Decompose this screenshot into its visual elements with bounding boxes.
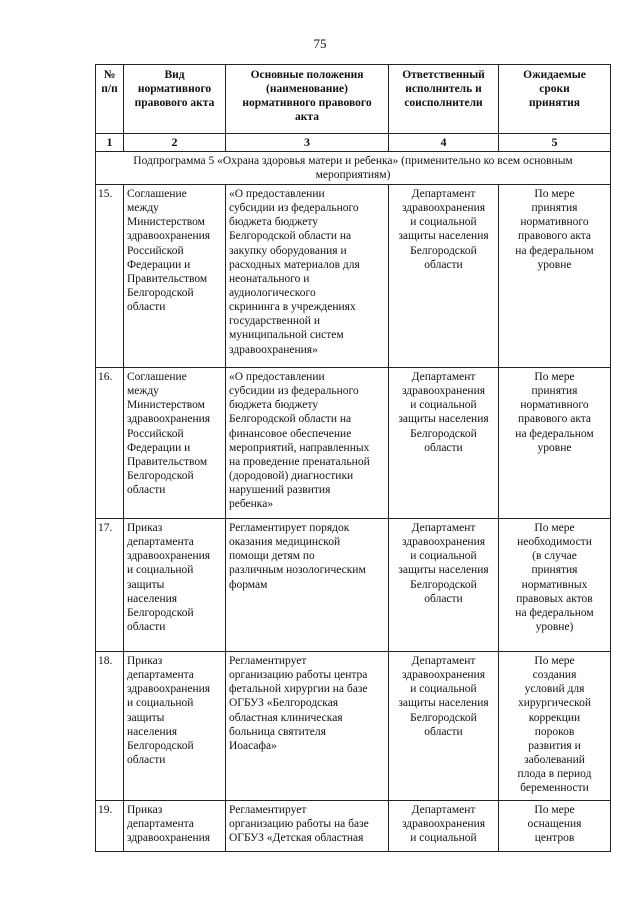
text-line: области (127, 301, 166, 314)
text-line: области (127, 754, 166, 767)
column-number: 3 (226, 134, 389, 152)
text-line: Белгородской (127, 470, 194, 483)
text-line: помощи детям по (229, 550, 315, 563)
table-row (96, 185, 611, 368)
text-line: между (127, 385, 159, 398)
text-line: здравоохранения (127, 413, 211, 426)
text-line: уровне (537, 441, 572, 454)
table-row (96, 801, 611, 852)
act-provisions-cell (226, 801, 389, 852)
subprogram-title (96, 151, 611, 184)
text-line: и социальной (410, 550, 477, 563)
text-line: правового акта (134, 97, 215, 110)
text-line: Российской (127, 427, 184, 440)
text-line: государственной и (229, 315, 320, 328)
text-line: По мере (534, 371, 575, 384)
text-line: и социальной (410, 832, 477, 845)
text-line: Белгородской (127, 287, 194, 300)
text-line: хирургической (517, 697, 592, 710)
text-line: организацию работы центра (229, 669, 368, 682)
text-line: создания (532, 669, 577, 682)
text-line: ОГБУЗ «Белгородская (229, 697, 339, 710)
text-line: защиты населения (398, 230, 489, 243)
column-number: 1 (96, 134, 124, 152)
text-line: нормативного (520, 399, 589, 412)
text-line: финансовое обеспечение (229, 427, 352, 440)
act-type-cell (124, 185, 226, 368)
adoption-term-cell (499, 185, 611, 368)
regulatory-acts-table-wrapper (95, 64, 610, 852)
adoption-term-cell (499, 519, 611, 652)
text-line: здравоохранения (401, 818, 486, 831)
text-line: Правительством (127, 272, 208, 285)
act-type-cell (124, 368, 226, 519)
text-line: условий для (524, 683, 585, 696)
text-line: Регламентирует (229, 804, 307, 817)
text-line: Российской (127, 244, 184, 257)
act-type-cell (124, 652, 226, 801)
text-line: здравоохранения (127, 683, 211, 696)
text-line: и социальной (127, 697, 194, 710)
header-cell (389, 65, 499, 134)
text-line: Ожидаемые (523, 69, 586, 81)
row-number: 18. (96, 652, 124, 801)
header-cell (499, 65, 611, 134)
text-line: Приказ (127, 804, 163, 817)
text-line: Департамент (411, 804, 476, 817)
text-line: нормативных (521, 578, 588, 591)
responsible-cell (389, 368, 499, 519)
text-line: департамента (127, 818, 194, 831)
text-line: и социальной (410, 399, 477, 412)
text-line: «О предоставлении (229, 371, 325, 384)
text-line: здравоохранения» (229, 343, 318, 356)
text-line: области (424, 592, 463, 605)
text-line: областная клиническая (229, 711, 343, 724)
text-line: Белгородской (410, 244, 477, 257)
text-line: субсидии из федерального (229, 385, 359, 398)
row-number: 17. (96, 519, 124, 652)
act-provisions-cell (226, 368, 389, 519)
text-line: Федерации и (127, 441, 191, 454)
text-line: между (127, 202, 159, 215)
row-number: 15. (96, 185, 124, 368)
text-line: Приказ (127, 655, 163, 668)
text-line: департамента (127, 536, 194, 549)
text-line: области (424, 725, 463, 738)
text-line: оказания медицинской (229, 536, 341, 549)
text-line: По мере (534, 188, 575, 201)
row-number: 16. (96, 368, 124, 519)
text-line: организацию работы на базе (229, 818, 369, 831)
text-line: Приказ (127, 522, 163, 535)
text-line: Правительством (127, 455, 208, 468)
text-line: п/п (101, 83, 118, 96)
responsible-cell (389, 801, 499, 852)
text-line: населения (127, 592, 178, 605)
text-line: уровне) (535, 621, 574, 634)
text-line: закупку оборудования и (229, 244, 347, 257)
header-row (96, 65, 611, 134)
text-line: Подпрограмма 5 «Охрана здоровья матери и ребенка» (применительно ко всем основным (133, 154, 573, 167)
text-line: (дородовой) диагностики (229, 470, 354, 483)
text-line: правового акта (517, 230, 592, 243)
text-line: Департамент (411, 522, 476, 535)
text-line: акта (295, 111, 319, 124)
text-line: субсидии из федерального (229, 202, 359, 215)
text-line: области (127, 484, 166, 497)
text-line: населения (127, 725, 178, 738)
text-line: плода в период (517, 768, 592, 781)
table-row (96, 652, 611, 801)
text-line: беременности (520, 782, 589, 795)
column-number: 2 (124, 134, 226, 152)
text-line: различным нозологическим (229, 564, 366, 577)
text-line: мероприятиям) (315, 168, 391, 181)
text-line: нормативного (520, 216, 589, 229)
text-line: Белгородской (410, 427, 477, 440)
text-line: заболеваний (524, 754, 585, 767)
text-line: защиты населения (398, 697, 489, 710)
text-line: больница святителя (229, 725, 326, 738)
text-line: бюджета бюджету (229, 399, 318, 412)
text-line: правовых актов (516, 592, 593, 605)
text-line: (наименование) (265, 83, 348, 96)
text-line: Белгородской (127, 606, 194, 619)
table-row (96, 368, 611, 519)
text-line: Вид (164, 69, 185, 81)
text-line: здравоохранения (401, 385, 486, 398)
act-type-cell (124, 801, 226, 852)
subprogram-row (96, 151, 611, 184)
header-cell (96, 65, 124, 134)
text-line: Ответственный (402, 69, 485, 81)
text-line: Иоасафа» (229, 739, 277, 752)
text-line: Министерством (127, 399, 205, 412)
column-number: 4 (389, 134, 499, 152)
text-line: По мере (534, 655, 575, 668)
text-line: мероприятий, направленных (229, 441, 370, 454)
text-line: Основные положения (250, 69, 364, 81)
page-number: 75 (313, 36, 327, 51)
text-line: скрининга в учреждениях (229, 301, 356, 314)
text-line: нормативного правового (242, 97, 372, 110)
text-line: принятия (531, 385, 578, 398)
text-line: ОГБУЗ «Детская областная (229, 832, 364, 845)
text-line: Федерации и (127, 258, 191, 271)
text-line: защиты населения (398, 413, 489, 426)
text-line: «О предоставлении (229, 188, 325, 201)
text-line: области (127, 621, 166, 634)
text-line: По мере (534, 522, 575, 535)
text-line: необходимости (517, 536, 592, 549)
text-line: формам (229, 578, 268, 591)
text-line: Белгородской (410, 711, 477, 724)
text-line: защиты населения (398, 564, 489, 577)
act-provisions-cell (226, 652, 389, 801)
text-line: на федеральном (515, 427, 594, 440)
text-line: принятия (531, 564, 578, 577)
text-line: оснащения (527, 818, 582, 831)
text-line: Соглашение (127, 188, 187, 201)
text-line: и социальной (127, 564, 194, 577)
text-line: и социальной (410, 216, 477, 229)
act-type-cell (124, 519, 226, 652)
text-line: на федеральном (515, 244, 594, 257)
column-number: 5 (499, 134, 611, 152)
text-line: принятия (529, 97, 580, 110)
text-line: Департамент (411, 371, 476, 384)
header-cell (226, 65, 389, 134)
text-line: нормативного (137, 83, 212, 96)
text-line: Департамент (411, 655, 476, 668)
text-line: Белгородской области на (229, 230, 352, 243)
text-line: защиты (127, 578, 165, 591)
text-line: неонатального и (229, 272, 310, 285)
text-line: Министерством (127, 216, 205, 229)
text-line: области (424, 441, 463, 454)
text-line: Департамент (411, 188, 476, 201)
text-line: Регламентирует порядок (229, 522, 350, 535)
text-line: Регламентирует (229, 655, 307, 668)
text-line: на проведение пренатальной (229, 455, 370, 468)
text-line: сроки (539, 83, 570, 96)
text-line: на федеральном (515, 606, 594, 619)
text-line: Белгородской (410, 578, 477, 591)
text-line: Белгородской (127, 739, 194, 752)
text-line: (в случае (532, 550, 577, 563)
text-line: и социальной (410, 683, 477, 696)
column-number-row (96, 134, 611, 152)
text-line: № (103, 69, 116, 81)
text-line: здравоохранения (127, 832, 211, 845)
text-line: бюджета бюджету (229, 216, 318, 229)
regulatory-acts-table (95, 64, 611, 852)
text-line: исполнитель и (405, 83, 482, 96)
text-line: здравоохранения (401, 536, 486, 549)
text-line: принятия (531, 202, 578, 215)
table-row (96, 519, 611, 652)
text-line: здравоохранения (127, 230, 211, 243)
text-line: муниципальной систем (229, 329, 344, 342)
text-line: Белгородской области на (229, 413, 352, 426)
text-line: здравоохранения (127, 550, 211, 563)
text-line: пороков (534, 725, 575, 738)
text-line: здравоохранения (401, 669, 486, 682)
text-line: По мере (534, 804, 575, 817)
text-line: развития и (528, 739, 581, 752)
responsible-cell (389, 519, 499, 652)
text-line: аудиологического (229, 287, 316, 300)
adoption-term-cell (499, 652, 611, 801)
text-line: фетальной хирургии на базе (229, 683, 368, 696)
text-line: расходных материалов для (229, 258, 360, 271)
text-line: соисполнители (404, 97, 483, 110)
text-line: области (424, 258, 463, 271)
text-line: здравоохранения (401, 202, 486, 215)
text-line: уровне (537, 258, 572, 271)
act-provisions-cell (226, 185, 389, 368)
text-line: ребенка» (229, 498, 274, 511)
act-provisions-cell (226, 519, 389, 652)
text-line: Соглашение (127, 371, 187, 384)
text-line: защиты (127, 711, 165, 724)
responsible-cell (389, 185, 499, 368)
text-line: центров (534, 832, 575, 845)
text-line: коррекции (528, 711, 581, 724)
row-number: 19. (96, 801, 124, 852)
text-line: департамента (127, 669, 194, 682)
responsible-cell (389, 652, 499, 801)
header-cell (124, 65, 226, 134)
adoption-term-cell (499, 368, 611, 519)
text-line: нарушений развития (229, 484, 331, 497)
adoption-term-cell (499, 801, 611, 852)
text-line: правового акта (517, 413, 592, 426)
